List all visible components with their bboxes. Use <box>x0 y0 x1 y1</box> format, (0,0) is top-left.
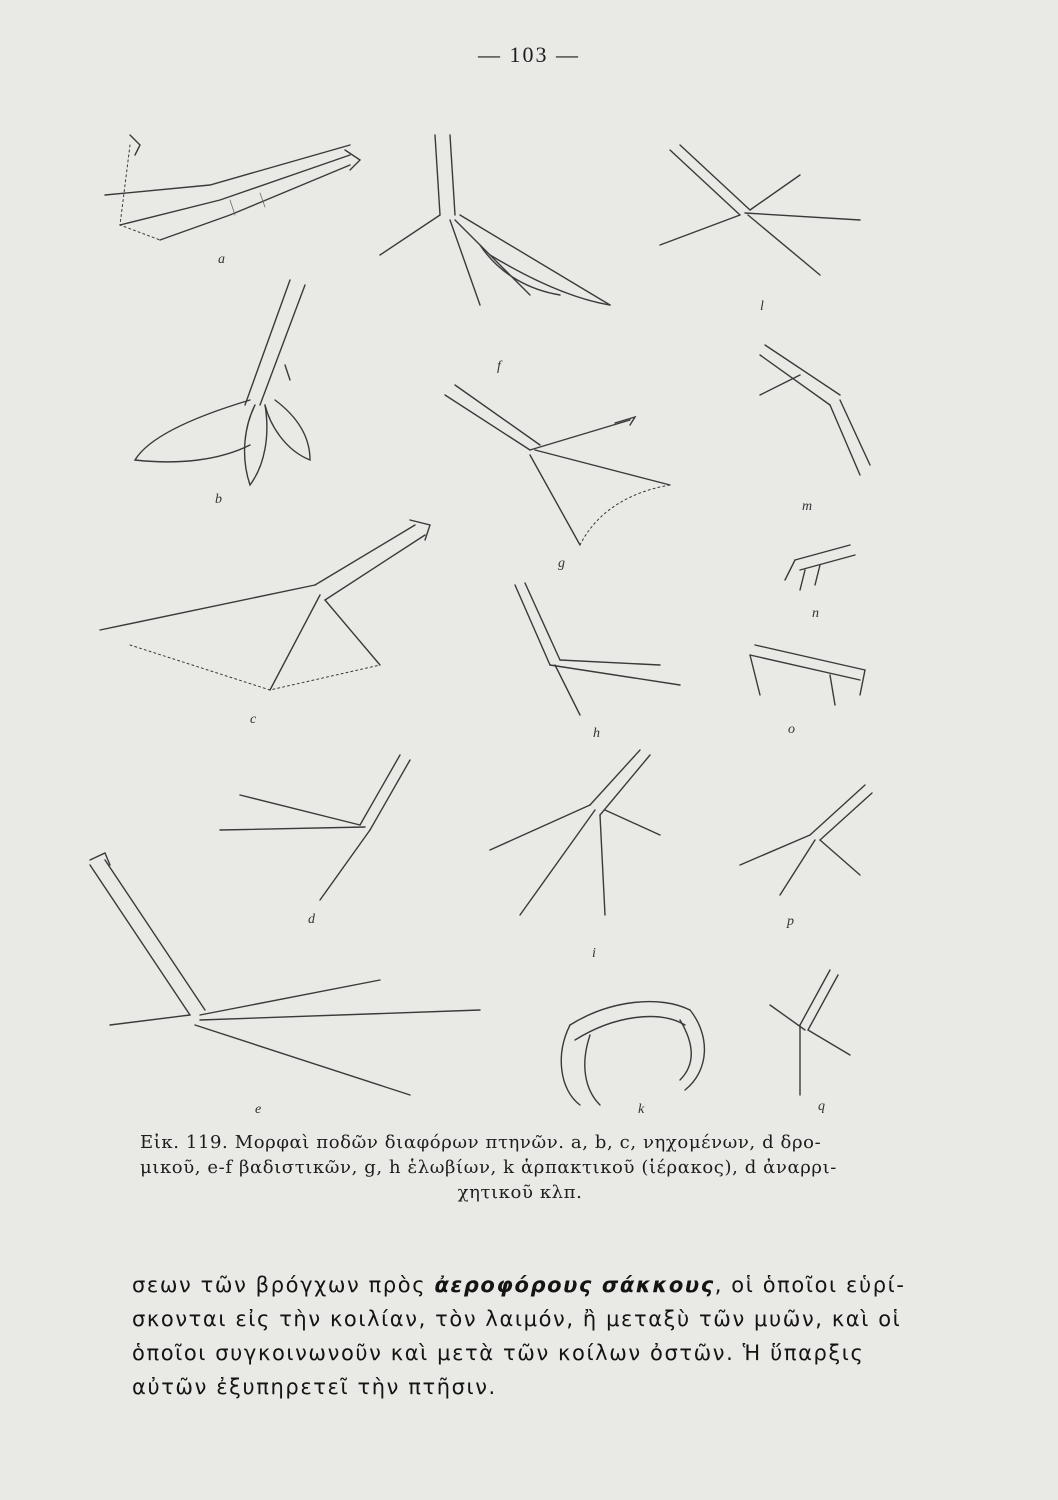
foot-a-drawing <box>105 135 360 240</box>
label-e: e <box>255 1102 262 1117</box>
bird-feet-figure <box>60 105 940 1125</box>
figure-caption <box>140 1130 900 1205</box>
body-line-2: σκονται εἰς τὴν κοιλίαν, τὸν λαιμόν, ἢ μεταξὺ τῶν μυῶν, καὶ οἱ <box>132 1307 902 1331</box>
foot-n-drawing <box>785 545 855 590</box>
foot-i-drawing <box>490 750 660 915</box>
foot-g-drawing <box>445 385 670 545</box>
caption-line-2: μικοῦ, e-f βαδιστικῶν, g, h ἑλωβίων, k ἁρπακτικοῦ (ἱέρακος), d ἀναρρι- <box>140 1157 837 1178</box>
foot-o-drawing <box>750 645 865 705</box>
body-line-3: ὁποῖοι συγκοινωνοῦν καὶ μετὰ τῶν κοίλων ὀστῶν. Ἡ ὕπαρξις <box>132 1341 865 1365</box>
body-line-1-end: , οἱ ὁποῖοι εὑρί- <box>714 1273 906 1297</box>
label-k: k <box>638 1102 645 1117</box>
label-g: g <box>558 556 565 571</box>
label-l: l <box>760 299 764 314</box>
emphasis-air-sacs: ἀεροφόρους σάκκους <box>434 1273 715 1297</box>
label-p: p <box>787 914 794 929</box>
body-line-1 <box>132 1268 912 1302</box>
foot-p-drawing <box>740 785 872 895</box>
label-a: a <box>218 252 225 267</box>
foot-e-drawing <box>90 853 480 1095</box>
foot-d-drawing <box>220 755 410 900</box>
body-paragraph <box>132 1268 912 1404</box>
bird-feet-illustration <box>60 105 940 1125</box>
caption-line-1: Εἰκ. 119. Μορφαὶ ποδῶν διαφόρων πτηνῶν. a, b, c, νηχομένων, d δρο- <box>140 1132 822 1153</box>
body-line-4: αὐτῶν ἐξυπηρετεῖ τὴν πτῆσιν. <box>132 1375 497 1399</box>
label-h: h <box>593 726 600 741</box>
label-q: q <box>818 1099 825 1114</box>
label-d: d <box>308 912 315 927</box>
label-f: f <box>497 359 501 374</box>
label-b: b <box>215 492 222 507</box>
foot-k-drawing <box>561 1002 704 1105</box>
foot-l-drawing <box>660 145 860 275</box>
label-i: i <box>592 946 596 961</box>
foot-f-drawing <box>380 135 610 305</box>
foot-c-drawing <box>100 520 430 690</box>
page-number: — 103 — <box>478 42 580 67</box>
caption-line-3: χητικοῦ κλπ. <box>457 1182 583 1203</box>
label-n: n <box>812 606 819 621</box>
label-o: o <box>788 722 795 737</box>
body-line-1-start: σεων τῶν βρόγχων πρὸς <box>132 1273 435 1297</box>
foot-q-drawing <box>770 970 850 1095</box>
foot-b-drawing <box>135 280 310 485</box>
label-m: m <box>802 499 813 514</box>
foot-h-drawing <box>515 583 680 715</box>
foot-m-drawing <box>760 345 870 475</box>
label-c: c <box>250 712 257 727</box>
